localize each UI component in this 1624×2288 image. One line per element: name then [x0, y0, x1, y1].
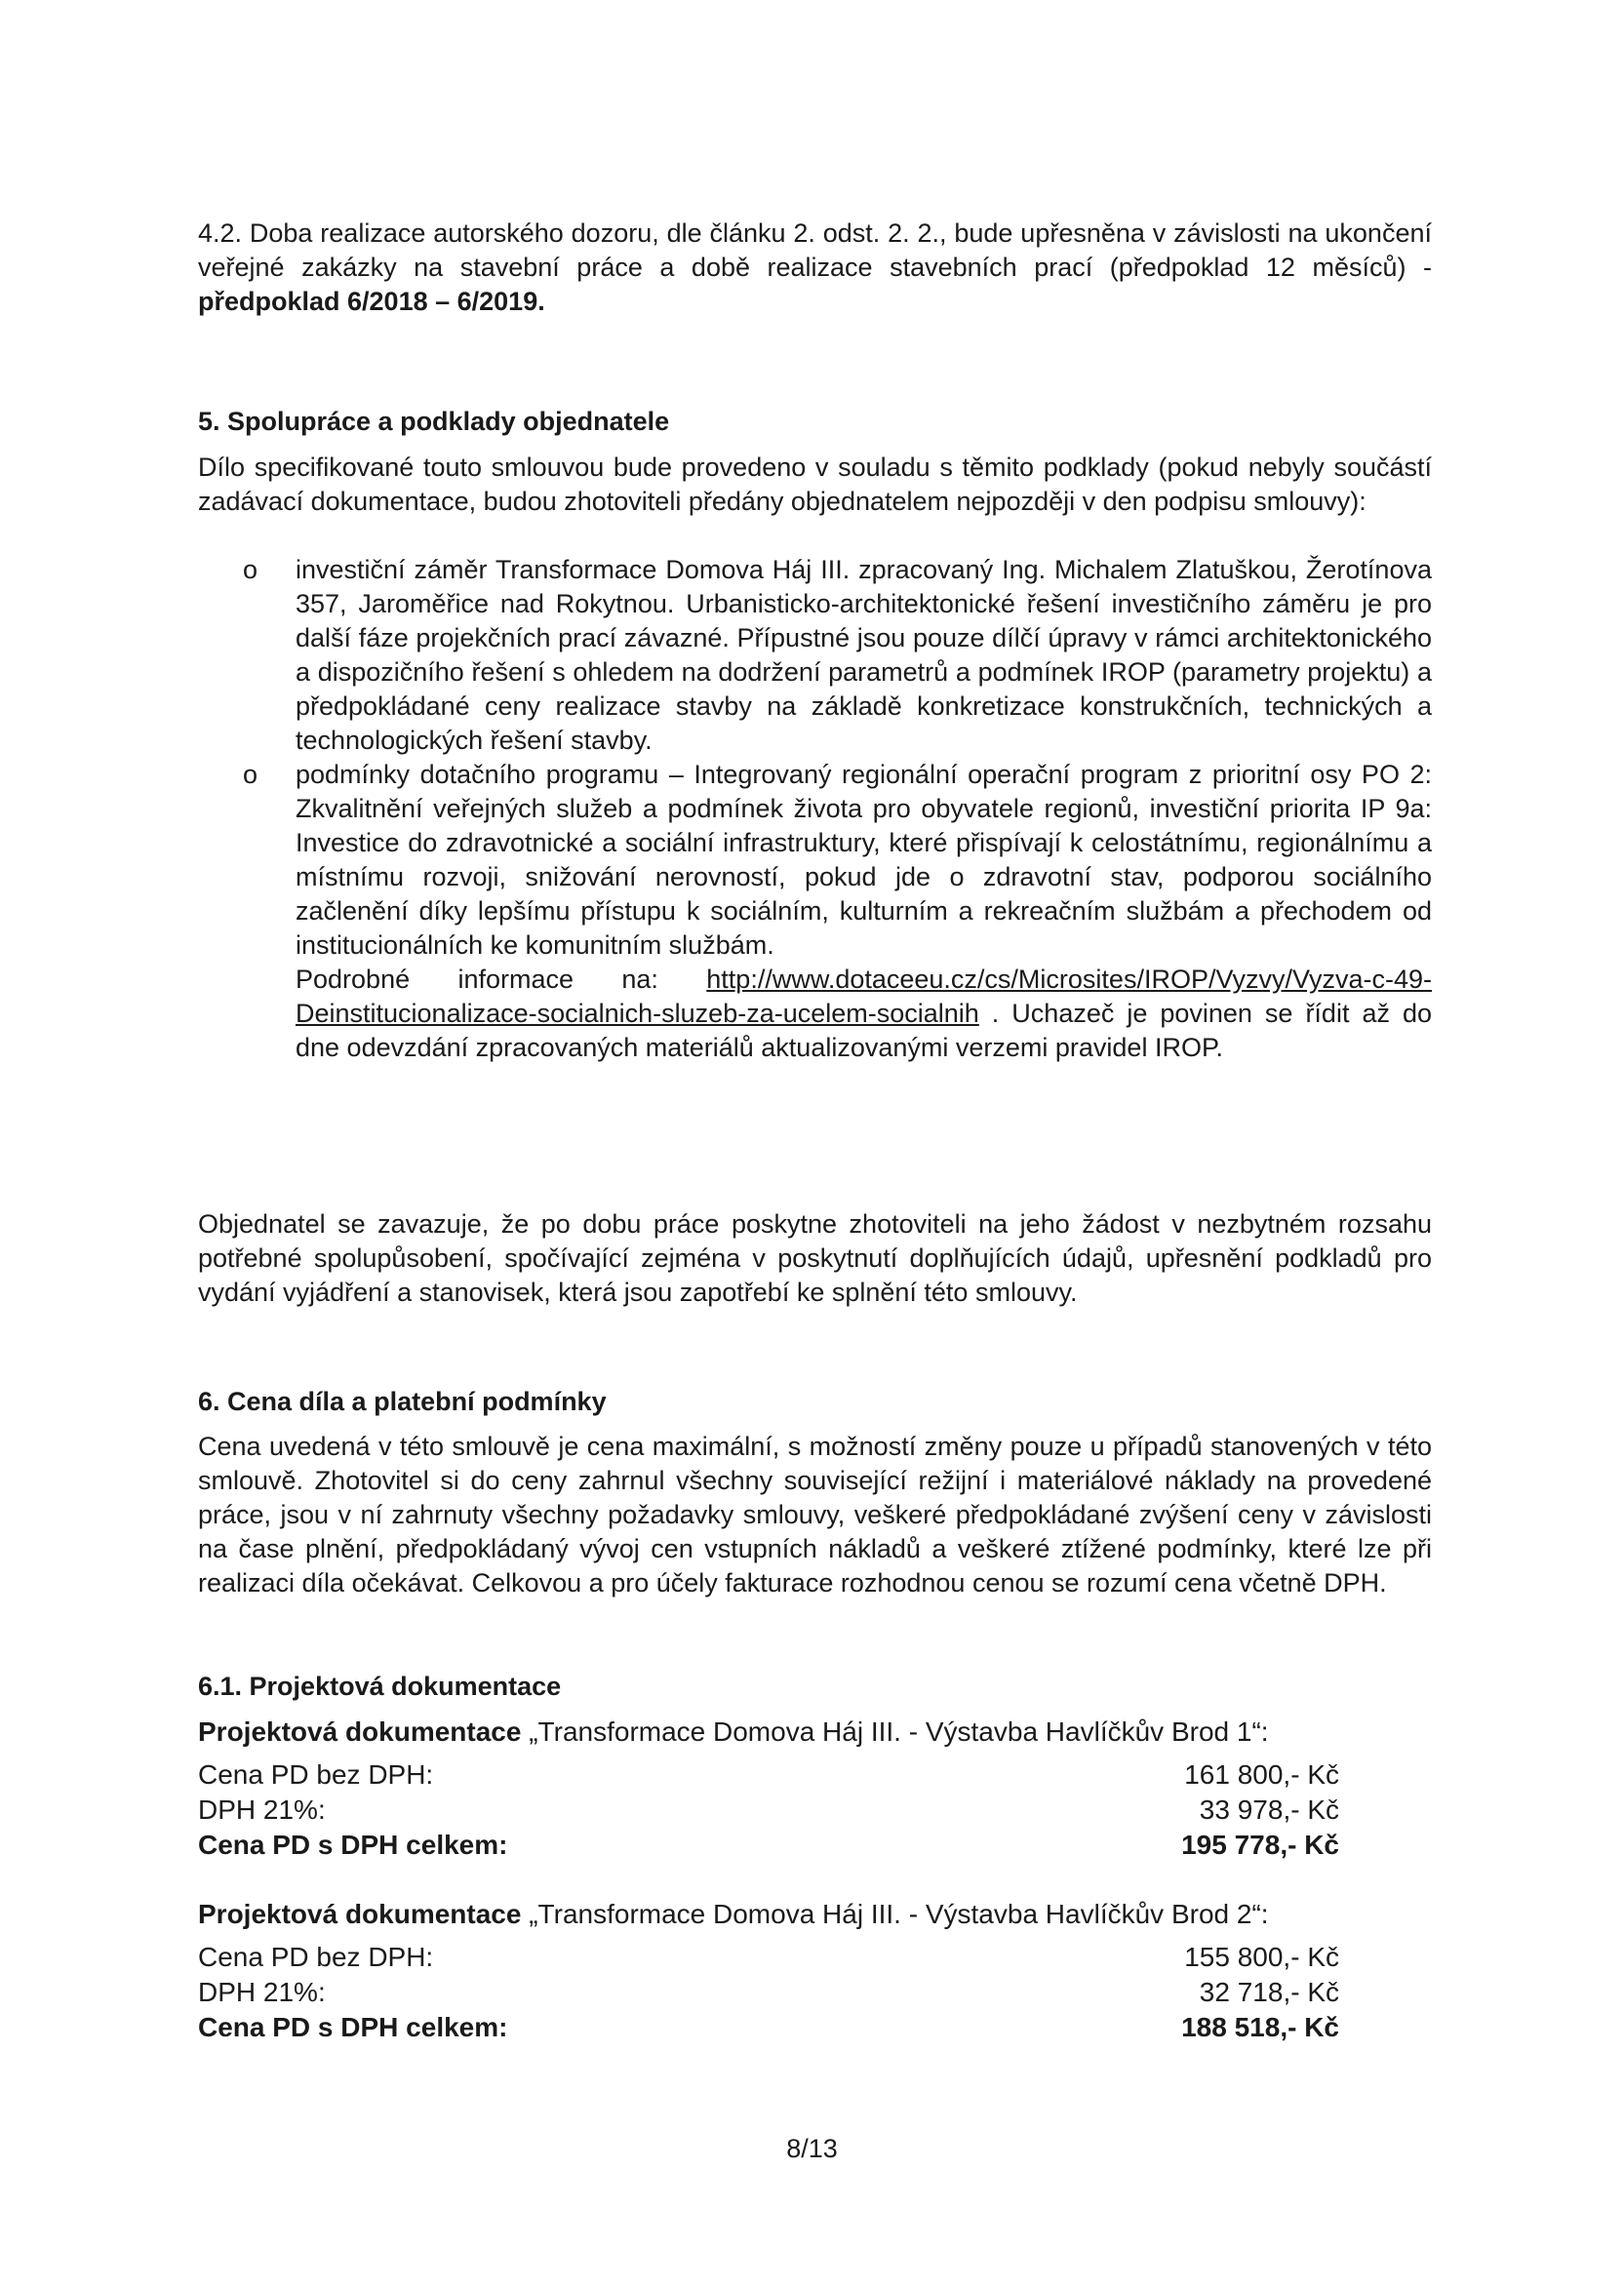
section-6-text: Cena uvedená v této smlouvě je cena maximální, s možností změny pouze u případů stanovených v této smlouvě. Zhotovitel si do ceny zahrnul všechny související režijní i materiálové náklady na provedené práce, jsou v ní zahrnuty všechny požadavky smlouvy, veškeré předpokládané zvýšení ceny v závislosti na čase plnění, předpokládaný vývoj cen vstupních nákladů a veškeré ztížené podmínky, které lze při realizaci díla očekávat. Celkovou a pro účely fakturace rozhodnou cenou se rozumí cena včetně DPH. [198, 1432, 1432, 1598]
pd2-row-total [198, 2010, 1339, 2045]
section-5-list [198, 553, 1432, 1065]
list-item-text: podmínky dotačního programu – Integrovaný regionální operační program z prioritní osy PO 2: Zkvalitnění veřejných služeb a podmínek života pro obyvatele regionů, investiční priorita IP 9a: Investice do zdravotnické a sociální infrastruktury, které přispívají k celostátnímu, regionálnímu a místnímu rozvoji, snižování nerovností, pokud jde o zdravotní stav, podporou sociálního začlenění díky lepšímu přístupu k sociálním, kulturním a rekreačním službám a přechodem od institucionálních ke komunitním službám. [296, 760, 1432, 960]
list-item-info [198, 963, 1432, 1065]
price-value: 195 778,- Kč [1181, 1830, 1339, 1860]
price-value: 32 718,- Kč [1199, 1977, 1339, 2007]
price-label: Cena PD s DPH celkem: [198, 2012, 508, 2042]
pd2-title-bold: Projektová dokumentace [198, 1899, 522, 1929]
info-suffix: . Uchazeč je povinen se řídit až do dne odevzdání zpracovaných materiálů aktualizovanými verzemi pravidel IROP. [296, 999, 1432, 1062]
irop-link[interactable]: http://www.dotaceeu.cz/cs/Microsites/IROP/Vyzvy/Vyzva-c-49-Deinstitucionalizace-socialnich-sluzeb-za-ucelem-socialnih [296, 965, 1432, 1028]
pd1-row-net [198, 1757, 1339, 1793]
price-label: Cena PD s DPH celkem: [198, 1830, 508, 1860]
paragraph-4-2 [198, 217, 1432, 319]
price-value: 188 518,- Kč [1181, 2012, 1339, 2042]
price-label: Cena PD bez DPH: [198, 1942, 434, 1972]
pd1-title-rest: „Transformace Domova Háj III. - Výstavba Havlíčkův Brod 1“: [521, 1716, 1269, 1747]
section-5-heading: 5. Spolupráce a podklady objednatele [198, 407, 670, 436]
section-6-1-heading: 6.1. Projektová dokumentace [198, 1672, 562, 1701]
list-item [198, 758, 1432, 963]
price-label: Cena PD bez DPH: [198, 1759, 434, 1790]
list-item-text: investiční záměr Transformace Domova Háj III. zpracovaný Ing. Michalem Zlatuškou, Žerotínova 357, Jaroměřice nad Rokytnou. Urbanisticko-architektonické řešení investičního záměru je pro další fáze projekčních prací závazné. Přípustné jsou pouze dílčí úpravy v rámci architektonického a dispozičního řešení s ohledem na dodržení parametrů a podmínek IROP (parametry projektu) a předpokládané ceny realizace stavby na základě konkretizace konstrukčních, technických a technologických řešení stavby. [296, 555, 1432, 755]
price-value: 161 800,- Kč [1184, 1759, 1339, 1790]
pd2-row-vat [198, 1975, 1339, 2010]
pd1-title-bold: Projektová dokumentace [198, 1716, 522, 1747]
pd2-title-rest: „Transformace Domova Háj III. - Výstavba Havlíčkův Brod 2“: [521, 1899, 1269, 1929]
pd1-row-vat [198, 1793, 1339, 1828]
price-label: DPH 21%: [198, 1977, 326, 2007]
paragraph-4-2-bold: předpoklad 6/2018 – 6/2019. [198, 287, 545, 316]
pd2-row-net [198, 1940, 1339, 1975]
price-value: 33 978,- Kč [1199, 1795, 1339, 1825]
bullet-icon: o [243, 555, 258, 584]
price-value: 155 800,- Kč [1184, 1942, 1339, 1972]
section-5-closing: Objednatel se zavazuje, že po dobu práce poskytne zhotoviteli na jeho žádost v nezbytném rozsahu potřebné spolupůsobení, spočívající zejména v poskytnutí doplňujících údajů, upřesnění podkladů pro vydání vyjádření a stanovisek, která jsou zapotřebí ke splnění této smlouvy. [198, 1209, 1432, 1307]
list-item [198, 553, 1432, 758]
section-6-heading: 6. Cena díla a platební podmínky [198, 1387, 607, 1416]
pd1-title [198, 1715, 1432, 1749]
page-number: 8/13 [786, 2134, 838, 2163]
price-label: DPH 21%: [198, 1795, 326, 1825]
pd2-title [198, 1897, 1432, 1931]
paragraph-4-2-text: 4.2. Doba realizace autorského dozoru, dle článku 2. odst. 2. 2., bude upřesněna v závislosti na ukončení veřejné zakázky na stavební práce a době realizace stavebních prací (předpoklad 12 měsíců) - [198, 218, 1432, 282]
bullet-icon: o [243, 760, 258, 789]
info-prefix: Podrobné informace na: [296, 965, 707, 994]
section-5-intro: Dílo specifikované touto smlouvou bude provedeno v souladu s těmito podklady (pokud nebyly součástí zadávací dokumentace, budou zhotoviteli předány objednatelem nejpozději v den podpisu smlouvy): [198, 453, 1432, 516]
pd1-row-total [198, 1828, 1339, 1863]
